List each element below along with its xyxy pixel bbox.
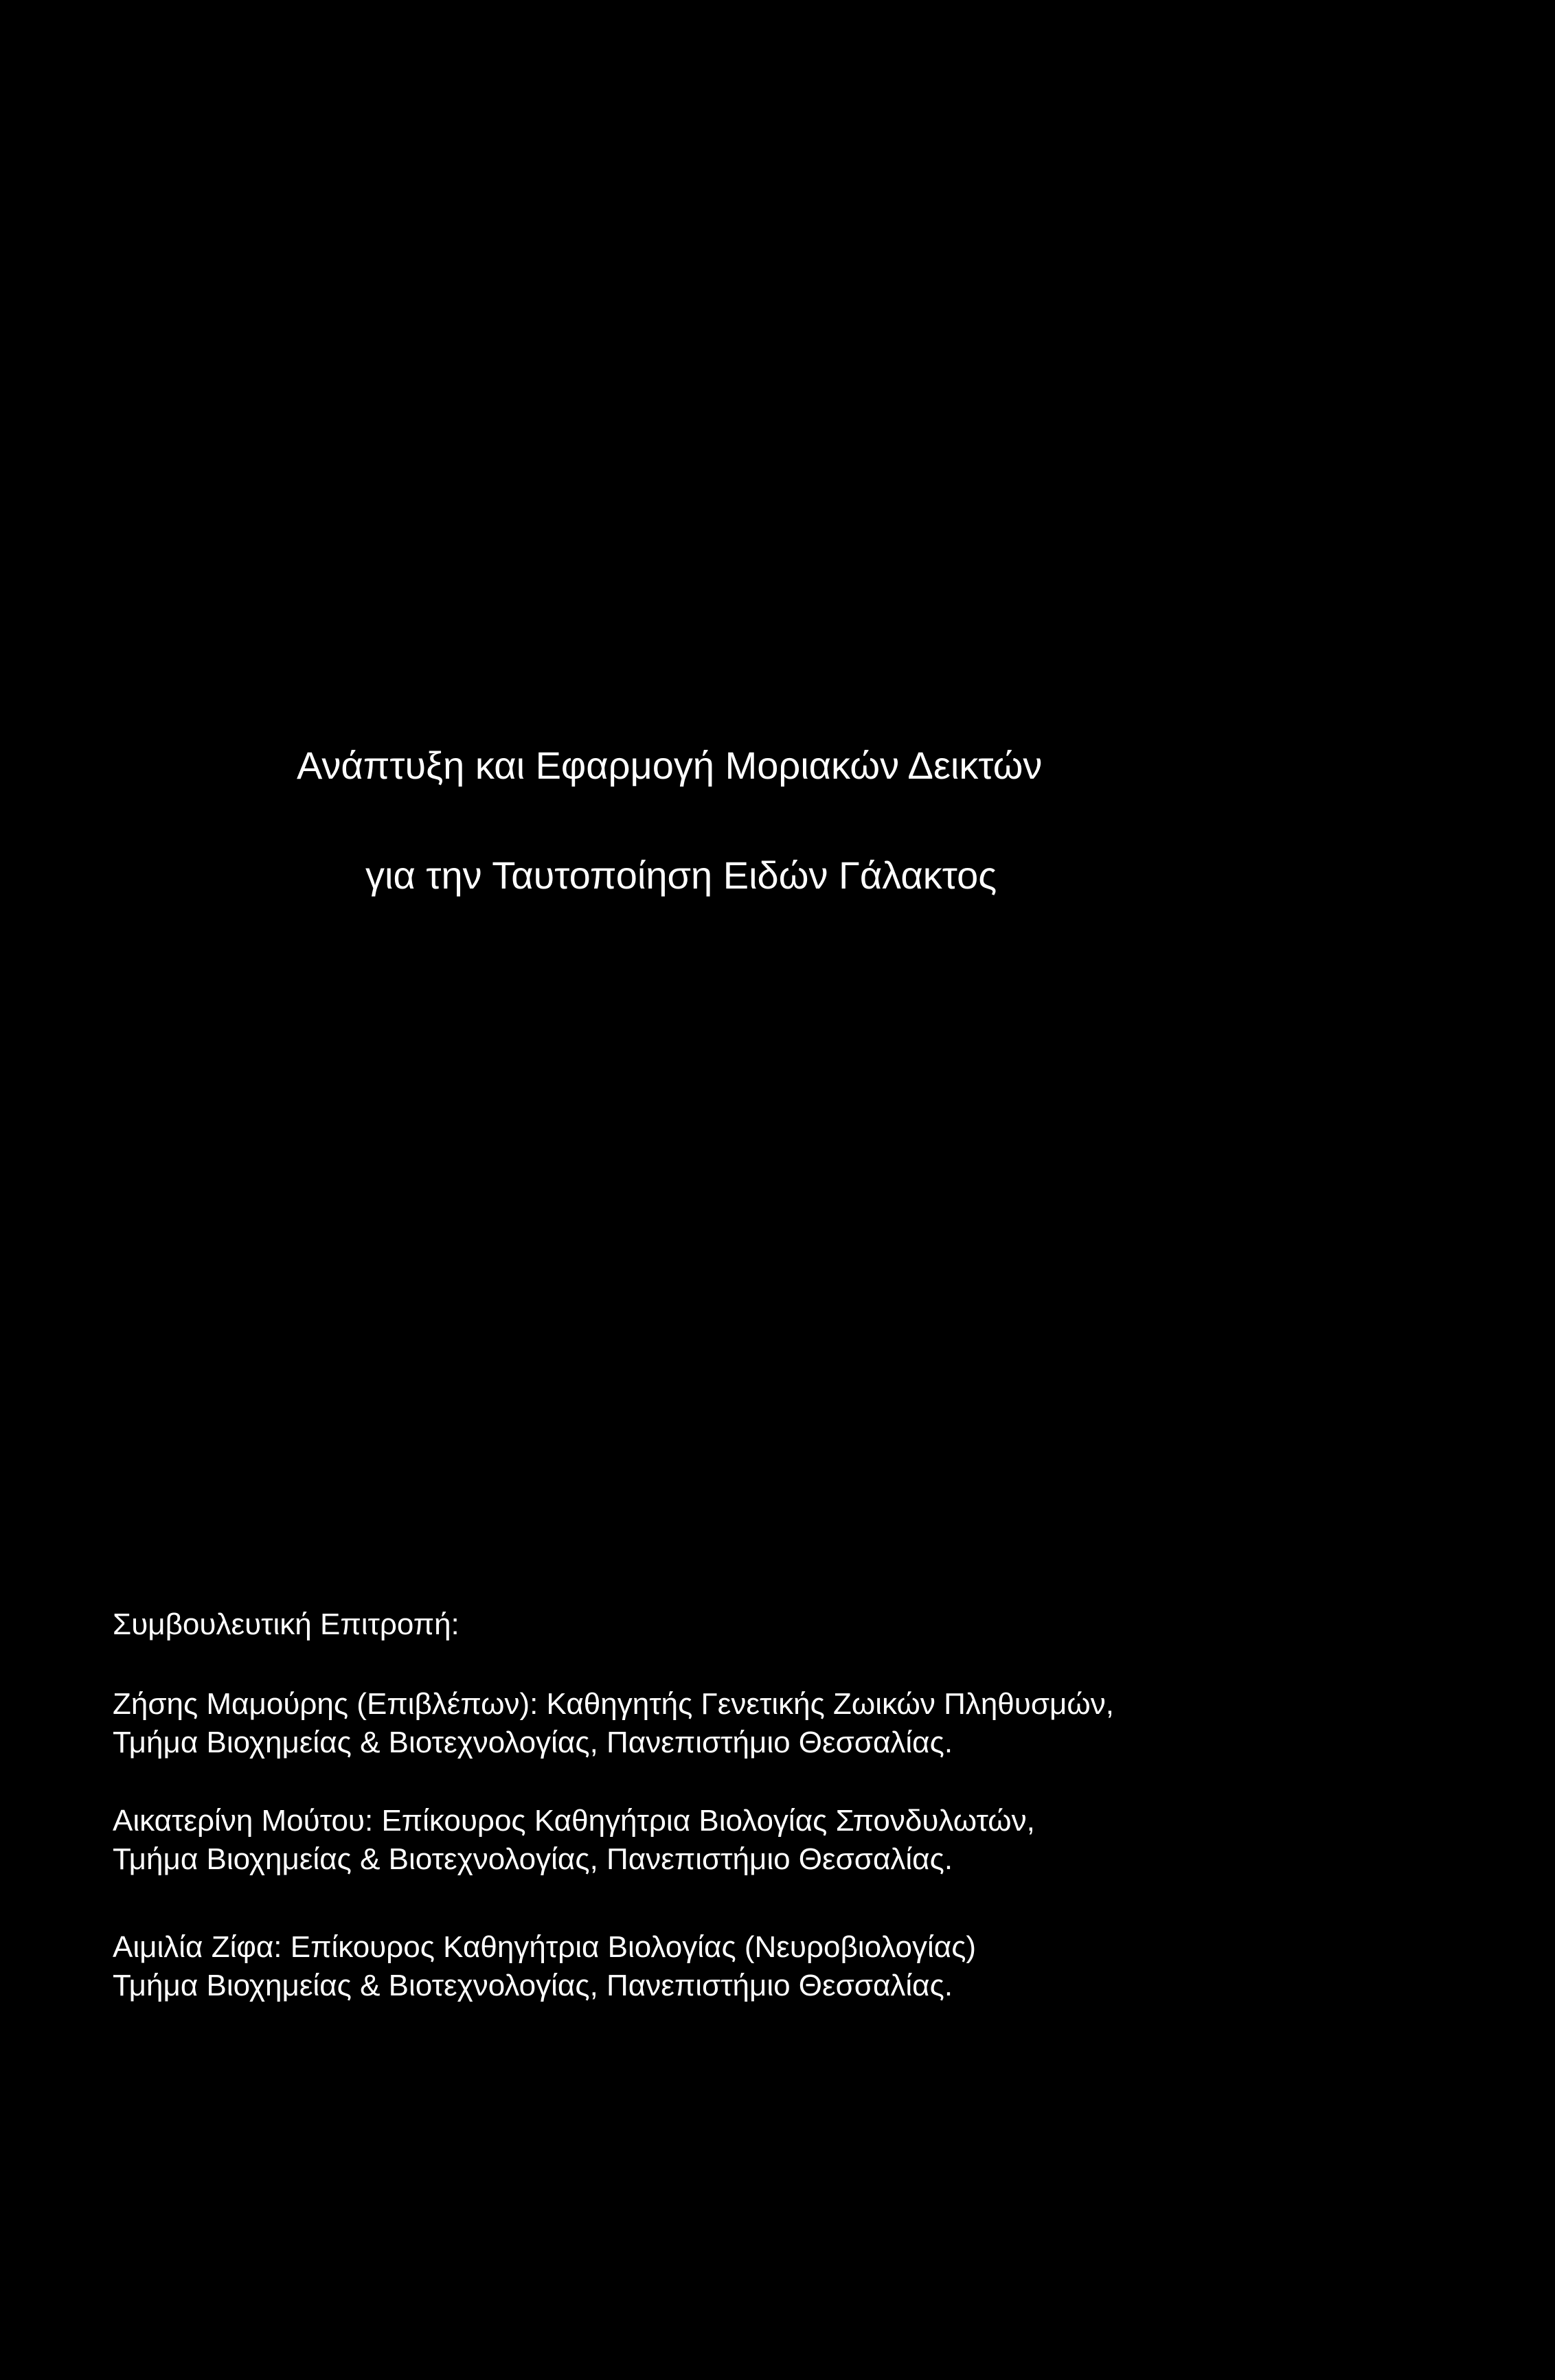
advisory-committee bbox=[113, 1605, 1459, 2002]
committee-heading: Συμβουλευτική Επιτροπή: bbox=[113, 1607, 459, 1641]
committee-member bbox=[113, 1802, 1459, 1879]
member-name-title: Αιμιλία Ζίφα: Επίκουρος Καθηγήτρια Βιολογίας (Νευροβιολογίας) bbox=[113, 1930, 977, 1964]
member-name-title: Ζήσης Μαμούρης (Επιβλέπων): Καθηγητής Γενετικής Ζωικών Πληθυσμών, bbox=[113, 1687, 1114, 1721]
member-affiliation: Τμήμα Βιοχημείας & Βιοτεχνολογίας, Πανεπιστήμιο Θεσσαλίας. bbox=[113, 1726, 953, 1759]
member-affiliation: Τμήμα Βιοχημείας & Βιοτεχνολογίας, Πανεπιστήμιο Θεσσαλίας. bbox=[113, 1969, 953, 2002]
member-name-title: Αικατερίνη Μούτου: Επίκουρος Καθηγήτρια Βιολογίας Σπονδυλωτών, bbox=[113, 1804, 1035, 1838]
committee-member bbox=[113, 1685, 1459, 1762]
committee-member bbox=[113, 1928, 1459, 2005]
thesis-title-line-1: Ανάπτυξη και Εφαρμογή Μοριακών Δεικτών bbox=[297, 744, 1043, 787]
member-affiliation: Τμήμα Βιοχημείας & Βιοτεχνολογίας, Πανεπιστήμιο Θεσσαλίας. bbox=[113, 1842, 953, 1876]
thesis-title-line-2: για την Ταυτοποίηση Ειδών Γάλακτος bbox=[365, 854, 997, 897]
